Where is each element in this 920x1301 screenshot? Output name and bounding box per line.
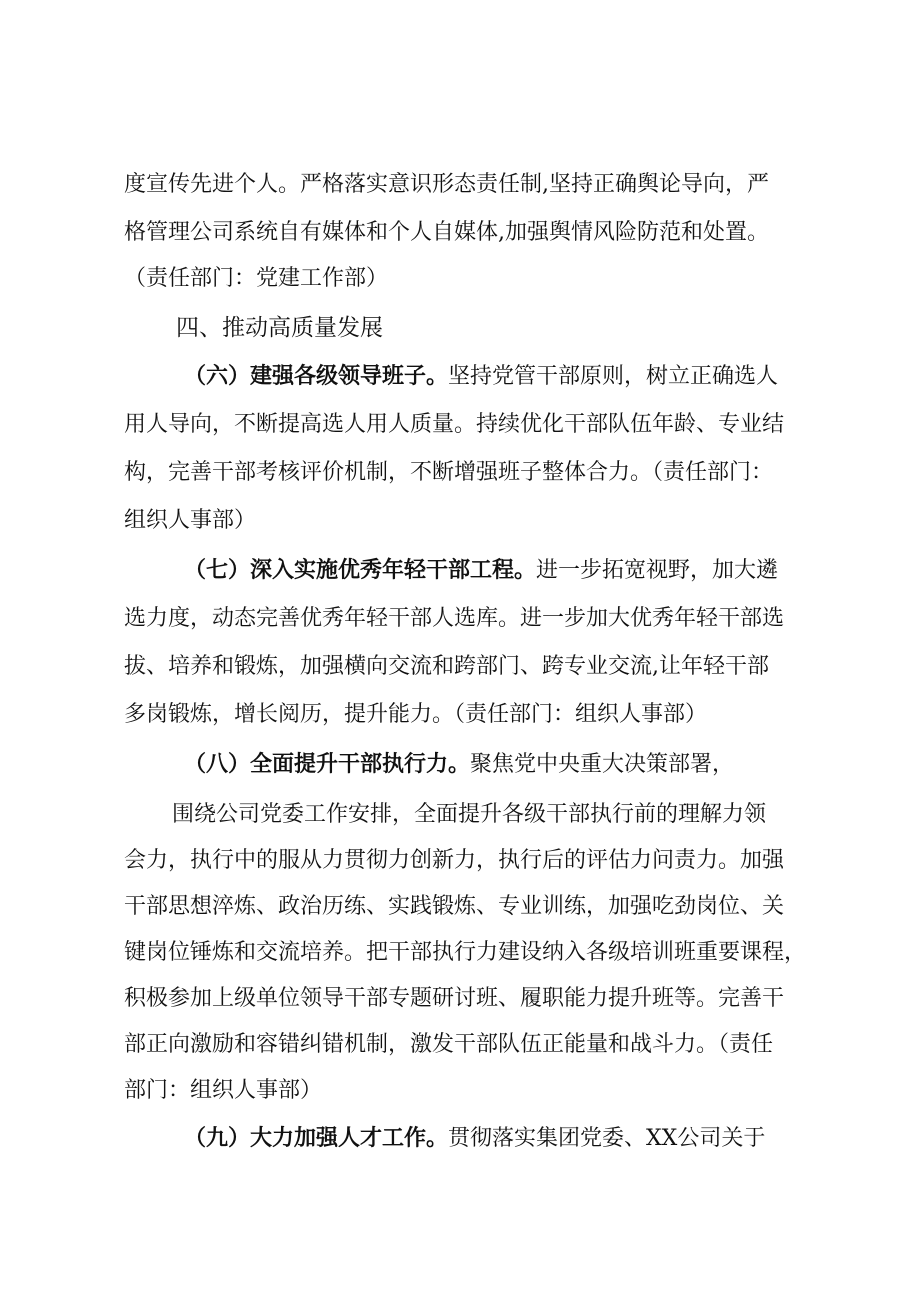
section-heading: 四、推动高质量发展 — [176, 315, 383, 341]
paragraph-line: 积极参加上级单位领导干部专题研讨班、履职能力提升班等。完善干 — [124, 986, 785, 1011]
item-title: （七）深入实施优秀年轻干部工程。 — [184, 558, 537, 583]
paragraph-line: 围绕公司党委工作安排，全面提升各级干部执行前的理解力领 — [172, 802, 767, 827]
paragraph-line: 度宣传先进个人。严格落实意识形态责任制,坚持正确舆论导向，严 — [124, 172, 769, 197]
paragraph-line: 组织人事部） — [124, 508, 257, 533]
item-text: 贯彻落实集团党委、XX公司关于 — [448, 1126, 766, 1151]
paragraph-line: 键岗位锤炼和交流培养。把干部执行力建设纳入各级培训班重要课程， — [124, 940, 807, 965]
paragraph-line: 部正向激励和容错纠错机制，激发干部队伍正能量和战斗力。（责任 — [124, 1032, 774, 1057]
paragraph-line — [184, 750, 734, 780]
paragraph-line: 用人导向，不断提高选人用人质量。持续优化干部队伍年龄、专业结 — [124, 412, 785, 437]
item-title: （八）全面提升干部执行力。 — [184, 752, 471, 777]
paragraph-line: （责任部门：党建工作部） — [124, 266, 389, 291]
paragraph-line: 部门：组织人事部） — [124, 1078, 323, 1103]
paragraph-line: 构，完善干部考核评价机制，不断增强班子整体合力。（责任部门： — [124, 460, 774, 485]
paragraph-line — [184, 1124, 765, 1154]
paragraph-line: 干部思想淬炼、政治历练、实践锻炼、专业训练，加强吃劲岗位、关 — [124, 894, 785, 919]
item-text: 坚持党管干部原则，树立正确选人 — [448, 364, 779, 389]
item-title: （九）大力加强人才工作。 — [184, 1126, 449, 1151]
item-text: 进一步拓宽视野，加大遴 — [536, 558, 779, 583]
paragraph-line: 会力，执行中的服从力贯彻力创新力，执行后的评估力问责力。加强 — [124, 848, 785, 873]
paragraph-line — [184, 556, 778, 586]
paragraph-line: 选力度，动态完善优秀年轻干部人选库。进一步加大优秀年轻干部选 — [124, 606, 785, 631]
paragraph-line — [184, 362, 778, 392]
paragraph-line: 拔、培养和锻炼，加强横向交流和跨部门、跨专业交流,让年轻干部 — [124, 654, 769, 679]
paragraph-line: 格管理公司系统自有媒体和个人自媒体,加强舆情风险防范和处置。 — [124, 220, 769, 245]
item-title: （六）建强各级领导班子。 — [184, 364, 449, 389]
item-text: 聚焦党中央重大决策部署， — [470, 752, 735, 777]
paragraph-line: 多岗锻炼，增长阅历，提升能力。（责任部门：组织人事部） — [124, 702, 708, 727]
